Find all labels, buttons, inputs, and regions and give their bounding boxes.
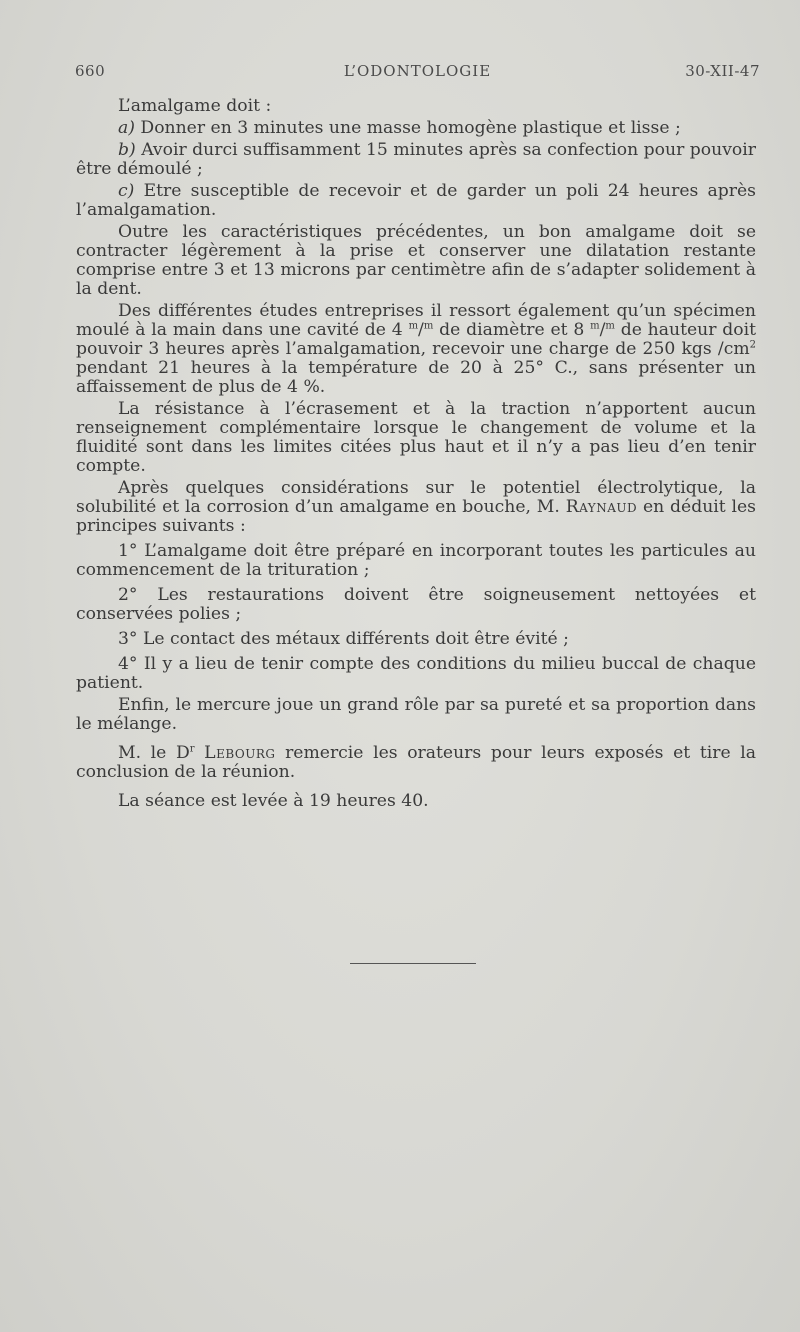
paragraph-seance: La séance est levée à 19 heures 40. xyxy=(118,791,429,811)
paragraph-lebourg: M. le $D^r$ Lebourg remercie les orateurs pour leurs exposés et tire la conclusion de la réunion. xyxy=(76,743,756,782)
body-text xyxy=(76,97,756,814)
principle-3: 3° Le contact des métaux différents doit être évité ; xyxy=(118,629,569,649)
paragraph-apres: Après quelques considérations sur le potentiel électrolytique, la solubilité et la corrosion d’un amalgame en bouche, M. Raynaud en déduit les principes suivants : xyxy=(76,478,756,536)
principle-4: 4° Il y a lieu de tenir compte des conditions du milieu buccal de chaque patient. xyxy=(76,654,756,693)
author-lebourg: Lebourg xyxy=(204,743,276,763)
issue-date: 30-XII-47 xyxy=(685,62,760,80)
journal-title: L’ODONTOLOGIE xyxy=(343,62,492,80)
intro-line: L’amalgame doit : xyxy=(118,96,272,116)
end-rule xyxy=(350,963,476,964)
paragraph-outre: Outre les caractéristiques précédentes, un bon amalgame doit se contracter légèrement à la prise et conserver une dilatation restante comprise entre 3 et 13 microns par centimètre afin de s’adapter solidement à la dent. xyxy=(76,222,756,299)
principle-1: 1° L’amalgame doit être préparé en incorporant toutes les particules au commencement de la trituration ; xyxy=(76,541,756,580)
paragraph-resistance: La résistance à l’écrasement et à la traction n’apportent aucun renseignement complémentaire lorsque le changement de volume et la fluidité sont dans les limites citées plus haut et il n’y a pas lieu d’en tenir compte. xyxy=(76,399,756,476)
author-raynaud: Raynaud xyxy=(565,497,638,517)
page-number: 660 xyxy=(75,62,106,80)
paragraph-etudes: Des différentes études entreprises il ressort également qu’un spécimen moulé à la main dans une cavité de 4 $^m$/$^m$ de diamètre et 8 $^m$/$^m$ de hauteur doit pouvoir 3 heures après l’amalgamation, recevoir une charge de 250 kgs $/cm^2$ pendant 21 heures à la température de 20 à 25° C., sans présenter un affaissement de plus de 4 %. xyxy=(76,301,757,397)
item-b: b) Avoir durci suffisamment 15 minutes après sa confection pour pouvoir être démoulé ; xyxy=(76,140,756,179)
item-c: c) Etre susceptible de recevoir et de garder un poli 24 heures après l’amalgamation. xyxy=(76,181,756,220)
paragraph-enfin: Enfin, le mercure joue un grand rôle par sa pureté et sa proportion dans le mélange. xyxy=(76,695,756,734)
page-header xyxy=(75,62,760,86)
principle-2: 2° Les restaurations doivent être soigneusement nettoyées et conservées polies ; xyxy=(76,585,756,624)
item-a: a) Donner en 3 minutes une masse homogène plastique et lisse ; xyxy=(118,118,681,138)
